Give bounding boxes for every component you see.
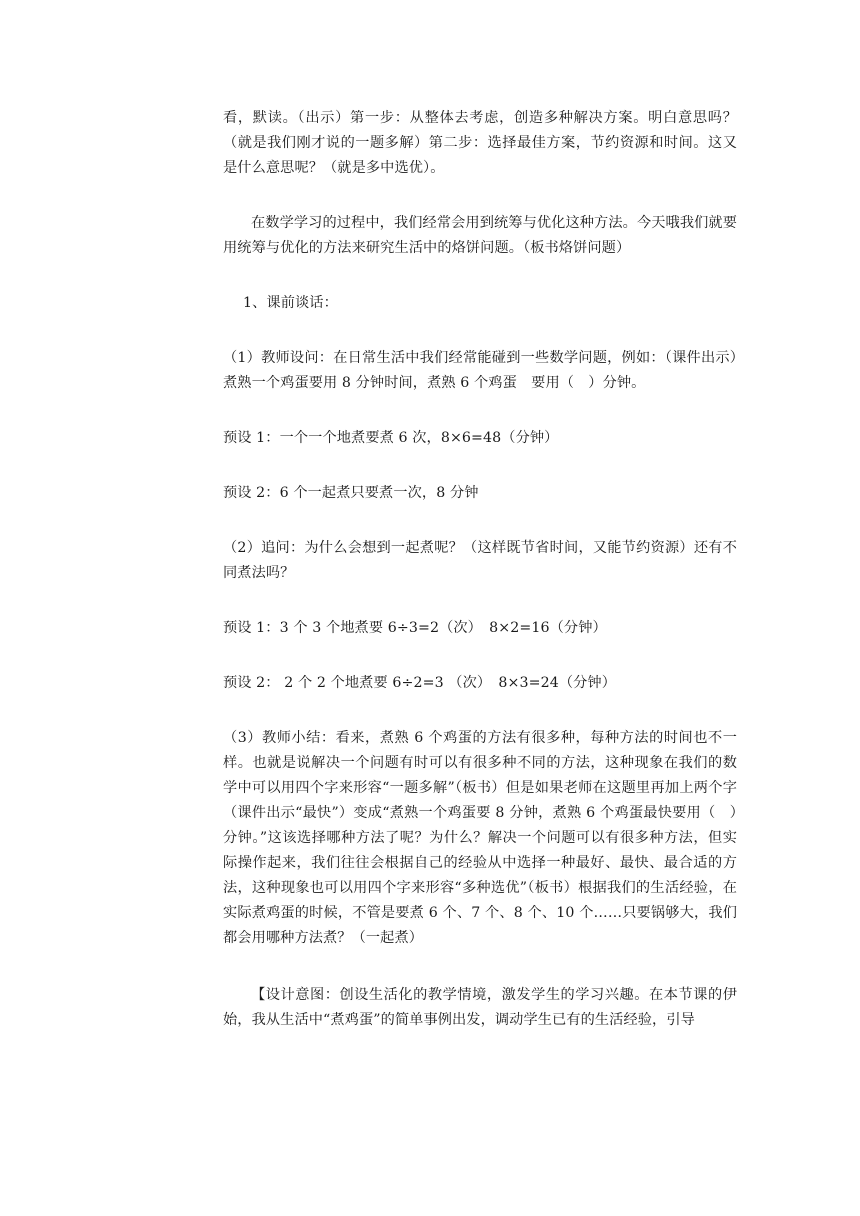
- section-heading-pre-class-talk: 1、课前谈话：: [243, 295, 338, 311]
- paragraph-teacher-summary: （3）教师小结：看来，煮熟 6 个鸡蛋的方法有很多种，每种方法的时间也不一样。也就是说解决一个问题有时可以有很多种不同的方法，这种现象在我们的数学中可以用四个字来形容“一题多解”（板书）但是如果老师在这题里再加上两个字（课件出示“最快”）变成“煮熟一个鸡蛋要 8 分钟，煮熟 6 个鸡蛋最快要用（ ）分钟。”这该选择哪种方法了呢？为什么？解决一个问题可以有很多种方法，但实际操作起来，我们往往会根据自己的经验从中选择一种最好、最快、最合适的方法，这种现象也可以用四个字来形容“多种选优”（板书）根据我们的生活经验，在实际煮鸡蛋的时候，不管是要煮 6 个、7 个、8 个、10 个……只要锅够大，我们都会用哪种方法煮？（一起煮）: [223, 730, 737, 946]
- paragraph-overview: 在数学学习的过程中，我们经常会用到统筹与优化这种方法。今天哦我们就要用统筹与优化的方法来研究生活中的烙饼问题。（板书烙饼问题）: [223, 215, 737, 256]
- paragraph-preset-2x2: 预设 2： 2 个 2 个地煮要 6÷2=3 （次） 8×3=24（分钟）: [223, 675, 616, 691]
- document-body: [223, 106, 737, 1033]
- paragraph-preset-3x3: 预设 1：3 个 3 个地煮要 6÷3=2（次） 8×2=16（分钟）: [223, 620, 607, 636]
- paragraph-preset-2: 预设 2：6 个一起煮只要煮一次，8 分钟: [223, 485, 479, 501]
- paragraph-preset-1: 预设 1：一个一个地煮要煮 6 次，8×6=48（分钟）: [223, 430, 559, 446]
- paragraph-design-intent: 【设计意图：创设生活化的教学情境，激发学生的学习兴趣。在本节课的伊始，我从生活中“煮鸡蛋”的简单事例出发，调动学生已有的生活经验，引导: [223, 987, 737, 1028]
- paragraph-teacher-question: （1）教师设问：在日常生活中我们经常能碰到一些数学问题，例如：（课件出示）煮熟一个鸡蛋要用 8 分钟时间，煮熟 6 个鸡蛋 要用（ ）分钟。: [223, 350, 737, 391]
- paragraph-intro-steps: 看，默读。（出示）第一步：从整体去考虑，创造多种解决方案。明白意思吗？（就是我们刚才说的一题多解）第二步：选择最佳方案，节约资源和时间。这又是什么意思呢？（就是多中选优）。: [223, 110, 737, 176]
- paragraph-follow-up-question: （2）追问：为什么会想到一起煮呢？（这样既节省时间，又能节约资源）还有不同煮法吗？: [223, 540, 737, 581]
